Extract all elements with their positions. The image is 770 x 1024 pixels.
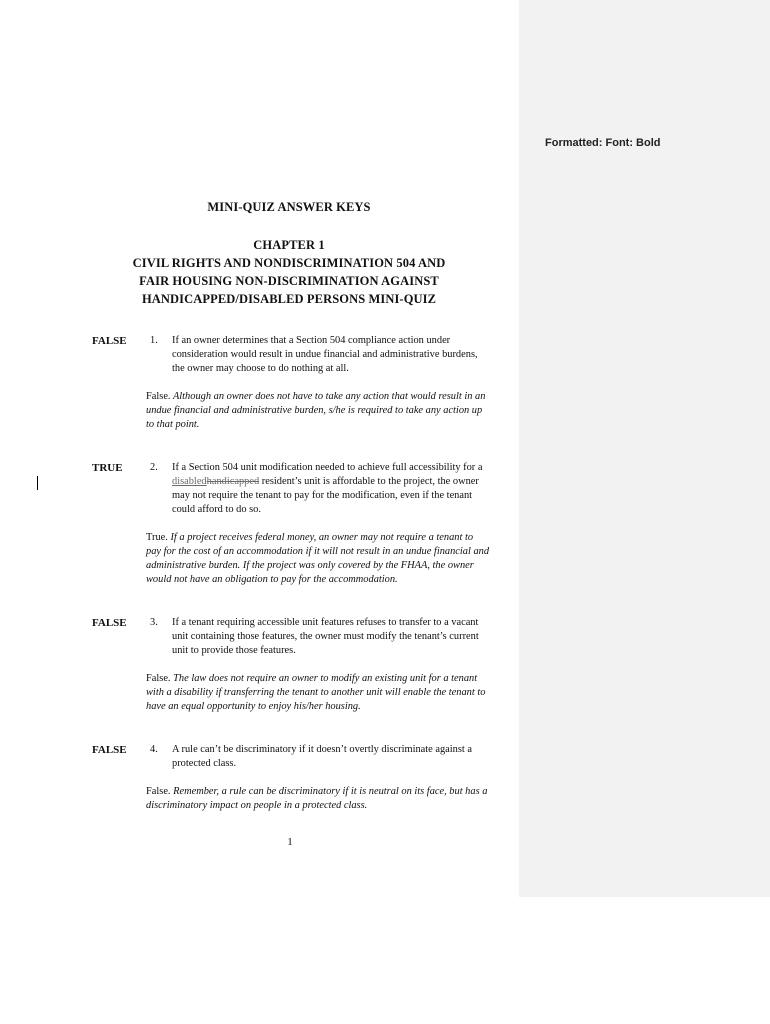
answer-label: FALSE xyxy=(92,744,127,756)
document-title: MINI-QUIZ ANSWER KEYS xyxy=(207,200,371,214)
answer-explanation xyxy=(146,672,490,714)
question-number: 4. xyxy=(150,744,158,755)
answer-label: FALSE xyxy=(92,617,127,629)
explanation-lead: False. xyxy=(146,673,171,684)
explanation-text: Remember, a rule can be discriminatory if it is neutral on its face, but has a discriminatory impact on people in a protected class. xyxy=(146,786,488,811)
question-text-segment: If an owner determines that a Section 504 compliance action under consideration would result in undue financial and administrative burdens, the owner may choose to do nothing at all. xyxy=(172,335,478,374)
format-comment: Formatted: Font: Bold xyxy=(545,137,661,149)
question-text xyxy=(172,334,488,376)
answer-label: TRUE xyxy=(92,462,123,474)
comment-pane xyxy=(519,0,770,897)
explanation-lead: False. xyxy=(146,786,171,797)
explanation-text: The law does not require an owner to modify an existing unit for a tenant with a disability if transferring the tenant to another unit will enable the tenant to have an equal opportunity to enjoy his/her housing. xyxy=(146,673,486,712)
question-number: 2. xyxy=(150,462,158,473)
question-text-segment: resident’s unit is affordable to the project, the owner may not require the tenant to pay for the modification, even if the tenant could afford to do so. xyxy=(172,476,479,515)
question-number: 1. xyxy=(150,335,158,346)
tracked-insertion[interactable]: disabled xyxy=(172,476,207,487)
answer-explanation xyxy=(146,390,490,432)
chapter-subtitle-line: CIVIL RIGHTS AND NONDISCRIMINATION 504 AND xyxy=(132,256,446,270)
tracked-deletion[interactable]: handicapped xyxy=(206,476,260,487)
explanation-lead: True. xyxy=(146,532,168,543)
answer-explanation xyxy=(146,785,490,813)
chapter-heading xyxy=(60,236,518,308)
chapter-subtitle-line: HANDICAPPED/DISABLED PERSONS MINI-QUIZ xyxy=(141,292,437,306)
question-text xyxy=(172,461,488,517)
question-text-segment: A rule can’t be discriminatory if it doesn’t overtly discriminate against a protected class. xyxy=(172,744,472,769)
question-number: 3. xyxy=(150,617,158,628)
chapter-label: CHAPTER 1 xyxy=(253,238,325,252)
revision-change-bar xyxy=(37,476,38,490)
answer-explanation xyxy=(146,531,490,587)
explanation-lead: False. xyxy=(146,391,171,402)
question-text xyxy=(172,616,488,658)
chapter-subtitle-line: FAIR HOUSING NON-DISCRIMINATION AGAINST xyxy=(139,274,439,288)
explanation-text: If a project receives federal money, an owner may not require a tenant to pay for the cost of an accommodation if it will not result in an undue financial and administrative burden. If the project was only covered by the FHAA, the owner would not have an obligation to pay for the accommodation. xyxy=(146,532,490,585)
page-number: 1 xyxy=(287,836,293,848)
question-text-segment: If a tenant requiring accessible unit features refuses to transfer to a vacant unit containing those features, the owner must modify the tenant’s current unit to provide those features. xyxy=(172,617,479,656)
question-text-segment: If a Section 504 unit modification needed to achieve full accessibility for a xyxy=(172,462,483,473)
explanation-text: Although an owner does not have to take any action that would result in an undue financial and administrative burden, s/he is required to take any action up to that point. xyxy=(146,391,486,430)
question-text xyxy=(172,743,488,771)
answer-label: FALSE xyxy=(92,335,127,347)
